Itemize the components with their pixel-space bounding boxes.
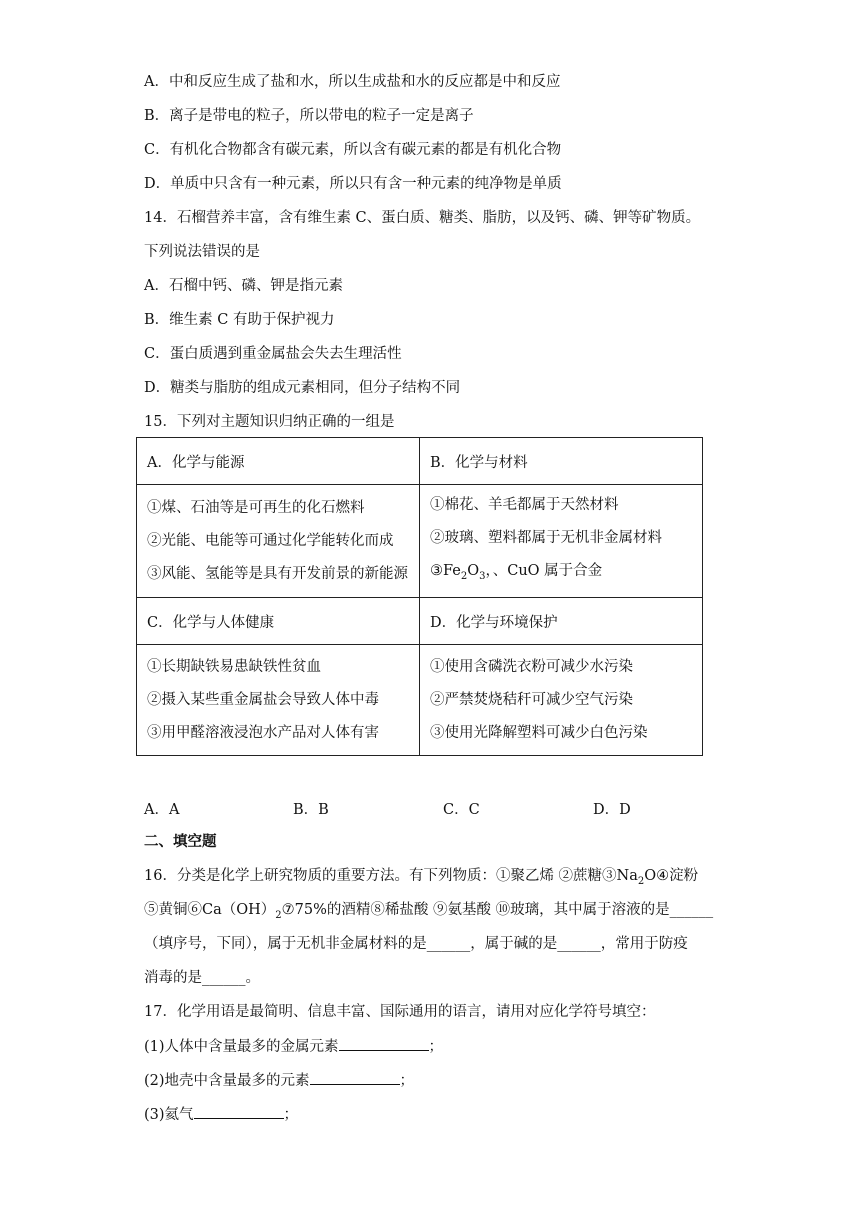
q16-line-3: （填序号，下同），属于无机非金属材料的是______，属于碱的是______，常用于防疫 <box>144 936 688 952</box>
table-d-item-2: ②严禁焚烧秸秆可减少空气污染 <box>430 691 633 708</box>
table-b-item-3-pre: ③Fe <box>430 563 461 580</box>
q17-part-2-blank[interactable] <box>310 1070 400 1085</box>
q17-part-1-blank[interactable] <box>339 1036 429 1051</box>
q15-stem: 15．下列对主题知识归纳正确的一组是 <box>144 414 395 430</box>
q16-line-2-sub: 2 <box>275 909 282 921</box>
table-a-item-2: ②光能、电能等可通过化学能转化而成 <box>147 532 394 549</box>
q17-part-3-blank[interactable] <box>194 1104 284 1119</box>
q16-line-1-a: 16．分类是化学上研究物质的重要方法。有下列物质：①聚乙烯 ②蔗糖③Na <box>144 868 638 884</box>
table-cell-c-body <box>137 645 420 756</box>
table-c-item-3: ③用甲醛溶液浸泡水产品对人体有害 <box>147 724 379 741</box>
q16-line-1 <box>144 866 698 892</box>
table-b-item-3-sub2: 3 <box>479 570 486 582</box>
q17-part-1-end: ； <box>428 1039 444 1055</box>
q17-part-2 <box>144 1070 414 1091</box>
q13-option-d: D．单质中只含有一种元素，所以只有含一种元素的纯净物是单质 <box>144 176 562 192</box>
q15-option-c: C．C <box>443 802 480 818</box>
q15-option-a: A．A <box>144 802 180 818</box>
q14-option-c: C．蛋白质遇到重金属盐会失去生理活性 <box>144 346 402 362</box>
q16-line-2-a: ⑤黄铜⑥Ca（OH） <box>144 902 276 918</box>
q14-option-b: B．维生素 C 有助于保护视力 <box>144 312 335 328</box>
q13-option-c: C．有机化合物都含有碳元素，所以含有碳元素的都是有机化合物 <box>144 142 562 158</box>
table-cell-d-body <box>420 645 703 756</box>
q14-option-d: D．糖类与脂肪的组成元素相同，但分子结构不同 <box>144 380 461 396</box>
table-a-item-3: ③风能、氢能等是具有开发前景的新能源 <box>147 565 408 582</box>
table-b-item-1: ①棉花、羊毛都属于天然材料 <box>430 497 619 514</box>
table-cell-d-head: D．化学与环境保护 <box>420 598 703 645</box>
q17-part-2-text: (2)地壳中含量最多的元素 <box>144 1073 310 1089</box>
table-cell-b-body <box>420 485 703 598</box>
table-a-item-1: ①煤、石油等是可再生的化石燃料 <box>147 499 365 516</box>
table-b-item-3 <box>430 555 692 593</box>
table-d-item-1: ①使用含磷洗衣粉可减少水污染 <box>430 658 633 675</box>
q16-line-4: 消毒的是______。 <box>144 970 260 986</box>
q13-option-b: B．离子是带电的粒子，所以带电的粒子一定是离子 <box>144 108 474 124</box>
table-cell-a-body <box>137 485 420 598</box>
table-cell-b-head: B．化学与材料 <box>420 438 703 485</box>
section-title-fill-in: 二、填空题 <box>144 833 217 850</box>
table-cell-a-head: A．化学与能源 <box>137 438 420 485</box>
q16-line-2-b: ⑦75%的酒精⑧稀盐酸 ⑨氨基酸 ⑩玻璃，其中属于溶液的是______ <box>281 902 714 918</box>
table-b-item-2: ②玻璃、塑料都属于无机非金属材料 <box>430 530 662 547</box>
q16-line-2 <box>144 900 713 926</box>
table-cell-c-head: C．化学与人体健康 <box>137 598 420 645</box>
table-b-item-3-sub1: 2 <box>460 570 468 582</box>
q16-line-1-sub: 2 <box>637 875 645 887</box>
table-d-item-3: ③使用光降解塑料可减少白色污染 <box>430 724 648 741</box>
q17-part-1-text: (1)人体中含量最多的金属元素 <box>144 1039 339 1055</box>
q14-option-a: A．石榴中钙、磷、钾是指元素 <box>144 278 343 294</box>
q17-part-1 <box>144 1036 443 1057</box>
q15-knowledge-table <box>136 437 703 756</box>
table-b-item-3-mid: O <box>467 563 480 580</box>
q15-option-d: D．D <box>593 802 631 818</box>
q15-option-b: B．B <box>293 802 329 818</box>
q13-option-a: A．中和反应生成了盐和水，所以生成盐和水的反应都是中和反应 <box>144 74 561 90</box>
q17-stem: 17．化学用语是最简明、信息丰富、国际通用的语言，请用对应化学符号填空： <box>144 1004 656 1020</box>
q16-line-1-b: O④淀粉 <box>644 868 699 884</box>
table-b-item-3-post: ，、CuO 属于合金 <box>485 563 603 580</box>
table-c-item-1: ①长期缺铁易患缺铁性贫血 <box>147 658 321 675</box>
q17-part-3 <box>144 1104 298 1125</box>
q14-stem-1: 14．石榴营养丰富，含有维生素 C、蛋白质、糖类、脂肪，以及钙、磷、钾等矿物质。 <box>144 210 701 226</box>
table-c-item-2: ②摄入某些重金属盐会导致人体中毒 <box>147 691 379 708</box>
q17-part-3-text: (3)氦气 <box>144 1107 194 1123</box>
q14-stem-2: 下列说法错误的是 <box>144 244 260 260</box>
q17-part-3-end: ； <box>283 1107 299 1123</box>
q17-part-2-end: ； <box>399 1073 415 1089</box>
